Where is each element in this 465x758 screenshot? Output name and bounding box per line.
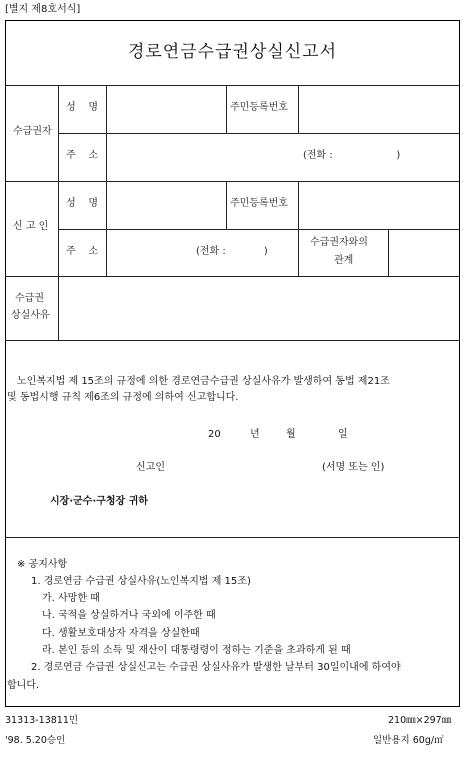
reporter-section-label: 신 고 인 — [13, 221, 49, 232]
loss-reason-label-1: 수급권 — [15, 293, 44, 304]
recipient-name-field[interactable] — [107, 86, 225, 132]
reporter-phone-text: (전화 : ) — [196, 246, 268, 257]
reporter-address-label: 주 소 — [66, 246, 99, 257]
form-number: [별지 제8호서식] — [5, 4, 81, 15]
declaration-line-2: 및 동법시행 규칙 제6조의 규정에 의하여 신고합니다. — [7, 392, 239, 403]
frame-bottom — [5, 706, 460, 707]
col-line-rrn-left-1 — [226, 85, 227, 133]
frame-left — [5, 20, 6, 707]
reporter-relation-label-2: 관계 — [334, 255, 354, 266]
notice-heading: ※ 공지사항 — [17, 559, 68, 570]
date-year-unit: 년 — [250, 429, 260, 440]
reporter-relation-field[interactable] — [389, 230, 458, 276]
footer-size: 210㎜×297㎜ — [388, 715, 452, 726]
frame-right — [459, 20, 460, 707]
date-year: 20 — [208, 429, 221, 440]
declaration-line-1: 노인복지법 제 15조의 규정에 의한 경로연금수급권 상실사유가 발생하여 동법 제21조 — [17, 376, 390, 387]
reporter-rrn-label: 주민등록번호 — [230, 198, 288, 209]
loss-reason-label-2: 상실사유 — [11, 310, 50, 321]
recipient-address-field[interactable] — [107, 134, 458, 180]
footer-approval: '98. 5.20승인 — [5, 735, 66, 746]
col-line-rrn-left-2 — [226, 181, 227, 229]
notice-item-2-line-1: 2. 경로연금 수급권 상실신고는 수급권 상실사유가 발생한 날부터 30일이내에 하여야 — [31, 662, 401, 673]
recipient-rrn-field[interactable] — [299, 86, 458, 132]
date-day-unit: 일 — [338, 429, 348, 440]
row-line-reason-end — [5, 340, 460, 341]
reporter-name-field[interactable] — [107, 182, 225, 228]
recipient-name-label: 성 명 — [66, 102, 99, 113]
row-line-declaration-end — [5, 537, 460, 538]
notice-item-1: 1. 경로연금 수급권 상실사유(노인복지법 제 15조) — [31, 576, 251, 587]
declaration-reporter-label: 신고인 — [136, 462, 165, 473]
notice-sub-a: 가. 사망한 때 — [42, 593, 100, 604]
reporter-relation-label-1: 수급권자와의 — [310, 237, 368, 248]
declaration-signature-field[interactable] — [170, 458, 310, 476]
declaration-addressee: 시장·군수·구청장 귀하 — [50, 496, 149, 507]
reporter-rrn-field[interactable] — [299, 182, 458, 228]
loss-reason-field[interactable] — [59, 277, 458, 339]
notice-item-2-line-2: 합니다. — [7, 680, 40, 691]
notice-sub-b: 나. 국적을 상실하거나 국외에 이주한 때 — [42, 610, 216, 621]
recipient-section-label: 수급권자 — [13, 126, 52, 137]
notice-sub-d: 라. 본인 등의 소득 및 재산이 대통령령이 정하는 기준을 초과하게 된 때 — [42, 645, 351, 656]
footer-paper: 일반용지 60g/㎡ — [373, 735, 444, 746]
footer-code: 31313-13811민 — [5, 715, 79, 726]
recipient-phone-text: (전화 : ) — [303, 150, 401, 161]
recipient-rrn-label: 주민등록번호 — [230, 102, 288, 113]
form-title: 경로연금수급권상실신고서 — [127, 42, 338, 62]
date-month-unit: 월 — [286, 429, 296, 440]
notice-sub-c: 다. 생활보호대상자 자격을 상실한때 — [42, 628, 200, 639]
declaration-sign-label: (서명 또는 인) — [322, 462, 385, 473]
reporter-name-label: 성 명 — [66, 198, 99, 209]
recipient-address-label: 주 소 — [66, 150, 99, 161]
frame-top — [5, 20, 460, 21]
